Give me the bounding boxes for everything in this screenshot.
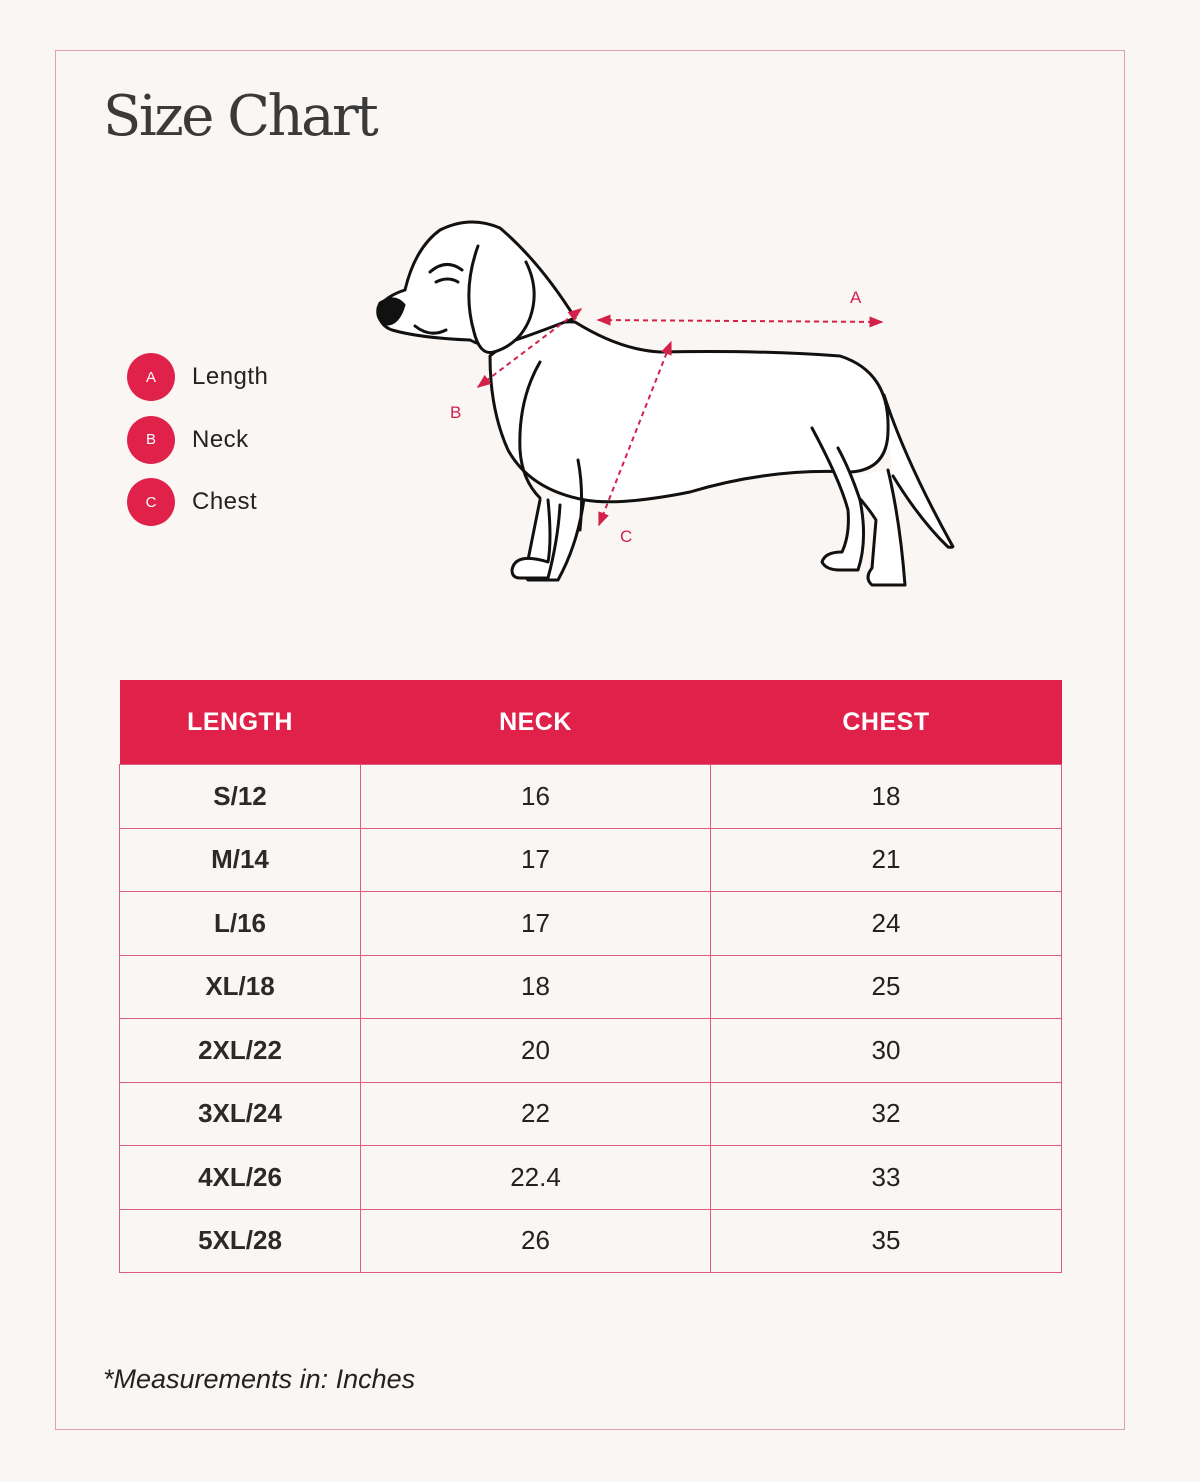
cell-size: 4XL/26 [120,1146,361,1210]
cell-chest: 21 [711,828,1062,892]
header-chest: CHEST [711,680,1062,765]
cell-chest: 35 [711,1209,1062,1273]
legend-badge-a: A [127,353,175,401]
legend-label-chest: Chest [192,488,258,515]
header-length: LENGTH [120,680,361,765]
cell-size: 2XL/22 [120,1019,361,1083]
header-neck: NECK [361,680,711,765]
dog-outline-icon [378,222,953,585]
cell-neck: 22.4 [361,1146,711,1210]
cell-size: 3XL/24 [120,1082,361,1146]
cell-neck: 17 [361,828,711,892]
cell-neck: 22 [361,1082,711,1146]
table-row [120,765,1062,829]
cell-neck: 20 [361,1019,711,1083]
table-row [120,955,1062,1019]
marker-c-label: C [620,527,633,546]
legend-item-length [127,352,268,402]
cell-size: M/14 [120,828,361,892]
legend-item-chest [127,477,268,527]
cell-chest: 24 [711,892,1062,956]
page-title: Size Chart [103,84,377,149]
cell-chest: 30 [711,1019,1062,1083]
marker-b-label: B [450,403,462,422]
cell-neck: 17 [361,892,711,956]
legend-item-neck [127,415,268,465]
legend-badge-c: C [127,478,175,526]
table-row [120,828,1062,892]
cell-size: S/12 [120,765,361,829]
legend-label-neck: Neck [192,425,249,453]
marker-a-label: A [850,288,862,307]
table-row [120,892,1062,956]
cell-chest: 32 [711,1082,1062,1146]
measurement-legend [127,352,268,540]
cell-size: 5XL/28 [120,1209,361,1273]
cell-neck: 26 [361,1209,711,1273]
length-arrow [598,320,882,322]
dog-measurement-diagram [360,200,980,610]
cell-chest: 33 [711,1146,1062,1210]
cell-neck: 18 [361,955,711,1019]
table-header-row [120,680,1062,765]
cell-chest: 25 [711,955,1062,1019]
legend-label-length: Length [192,363,269,390]
table-row [120,1209,1062,1273]
table-row [120,1146,1062,1210]
cell-size: L/16 [120,892,361,956]
cell-neck: 16 [361,765,711,829]
table-row [120,1019,1062,1083]
measurement-footnote: *Measurements in: Inches [103,1364,416,1394]
size-table [119,680,1062,1273]
legend-badge-b: B [127,416,175,464]
cell-size: XL/18 [120,955,361,1019]
table-row [120,1082,1062,1146]
cell-chest: 18 [711,765,1062,829]
